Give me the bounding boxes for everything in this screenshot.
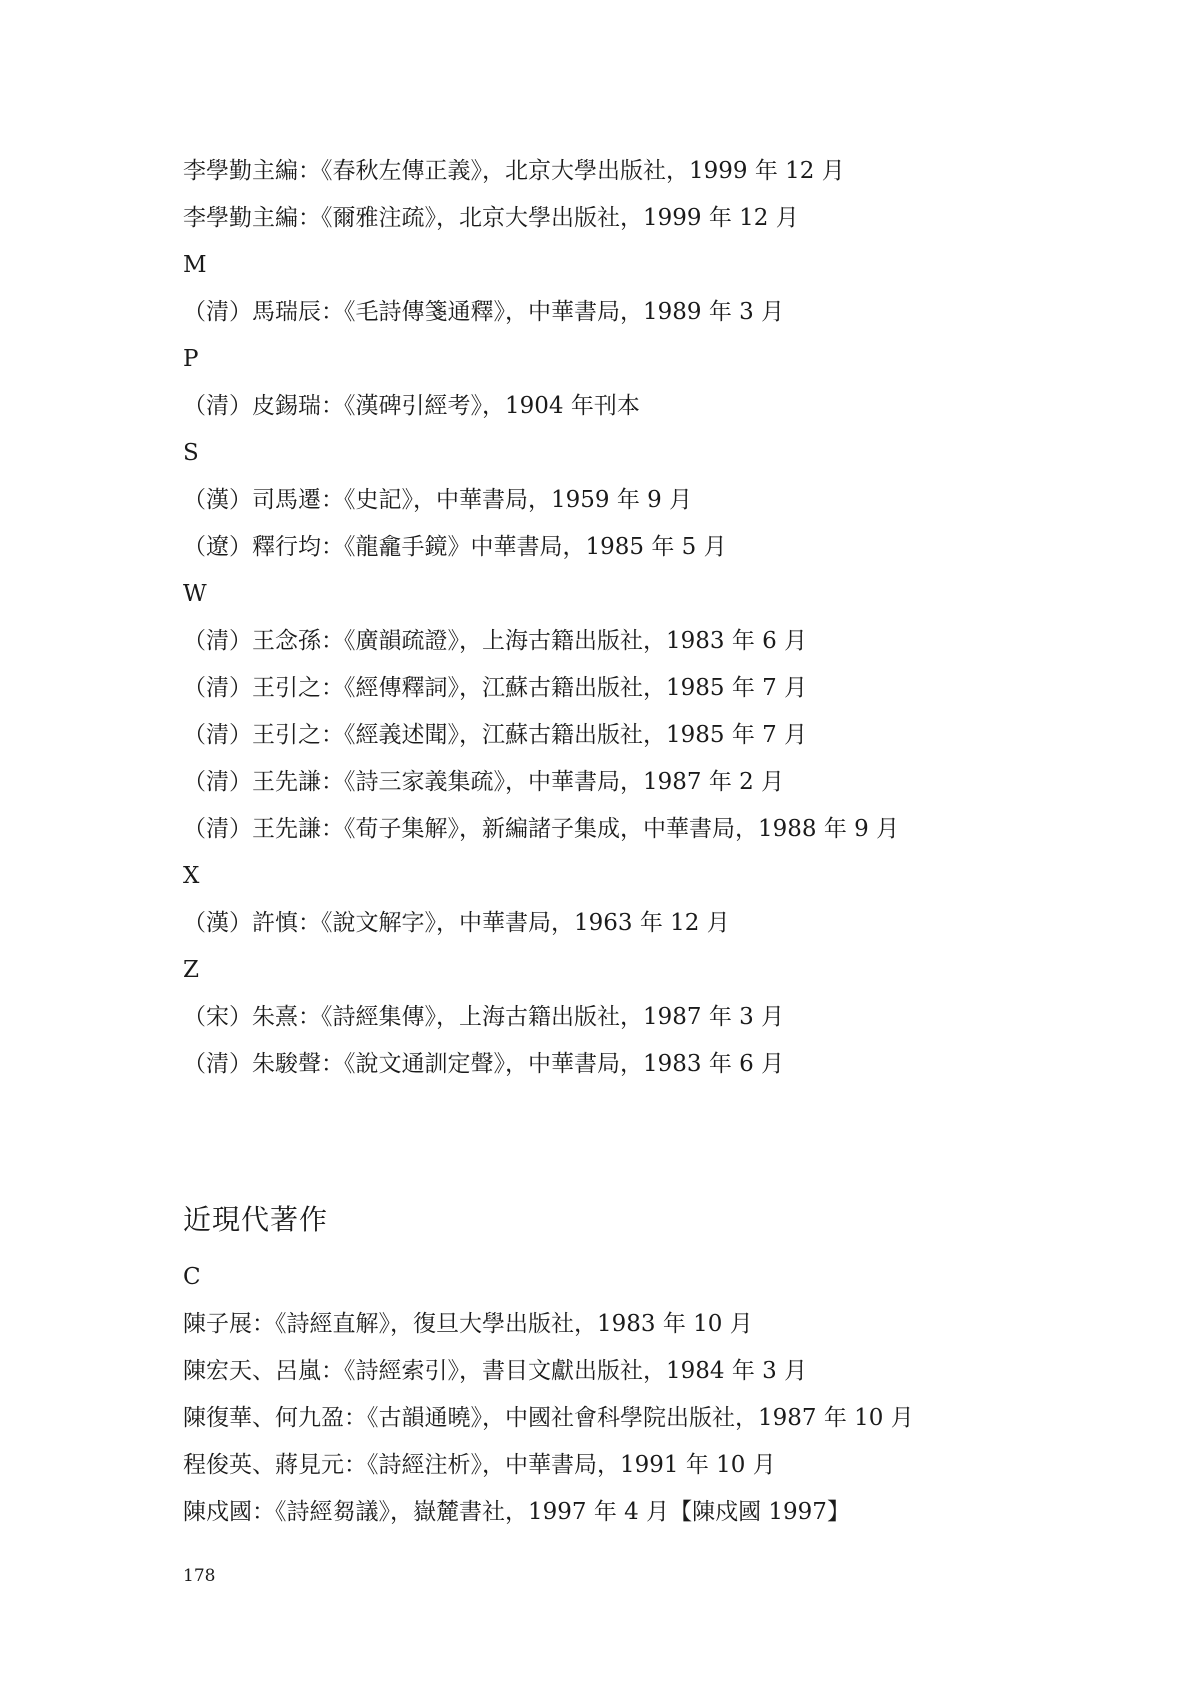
index-letter-w: W bbox=[183, 581, 207, 607]
bibliography-entry: （漢）司馬遷：《史記》，中華書局，1959 年 9 月 bbox=[183, 487, 693, 513]
bibliography-entry: 程俊英、蔣見元：《詩經注析》，中華書局，1991 年 10 月 bbox=[183, 1452, 776, 1478]
bibliography-entry: （清）皮錫瑞：《漢碑引經考》，1904 年刊本 bbox=[183, 393, 640, 419]
bibliography-entry: （清）王先謙：《詩三家義集疏》，中華書局，1987 年 2 月 bbox=[183, 769, 785, 795]
bibliography-entry: 陳子展：《詩經直解》，復旦大學出版社，1983 年 10 月 bbox=[183, 1311, 753, 1337]
index-letter-p: P bbox=[183, 346, 199, 372]
bibliography-entry: 李學勤主編：《爾雅注疏》，北京大學出版社，1999 年 12 月 bbox=[183, 205, 799, 231]
bibliography-page bbox=[183, 148, 1143, 1536]
page-number: 178 bbox=[183, 1566, 216, 1586]
bibliography-entry: （清）王先謙：《荀子集解》，新編諸子集成，中華書局，1988 年 9 月 bbox=[183, 816, 900, 842]
bibliography-entry: 李學勤主編：《春秋左傳正義》，北京大學出版社，1999 年 12 月 bbox=[183, 158, 845, 184]
index-letter-x: X bbox=[183, 863, 200, 889]
bibliography-entry: （清）馬瑞辰：《毛詩傳箋通釋》，中華書局，1989 年 3 月 bbox=[183, 299, 785, 325]
modern-works-section bbox=[183, 1190, 1143, 1536]
bibliography-entry: 陳宏天、呂嵐：《詩經索引》，書目文獻出版社，1984 年 3 月 bbox=[183, 1358, 808, 1384]
index-letter-c: C bbox=[183, 1264, 201, 1290]
bibliography-entry: （清）朱駿聲：《說文通訓定聲》，中華書局，1983 年 6 月 bbox=[183, 1051, 785, 1077]
section-heading: 近現代著作 bbox=[183, 1203, 329, 1236]
bibliography-entry: （遼）釋行均：《龍龕手鏡》中華書局，1985 年 5 月 bbox=[183, 534, 727, 560]
bibliography-entry: （清）王引之：《經傳釋詞》，江蘇古籍出版社，1985 年 7 月 bbox=[183, 675, 808, 701]
bibliography-entry: （宋）朱熹：《詩經集傳》，上海古籍出版社，1987 年 3 月 bbox=[183, 1004, 785, 1030]
bibliography-entry: （漢）許慎：《說文解字》，中華書局，1963 年 12 月 bbox=[183, 910, 730, 936]
bibliography-entry: 陳戍國：《詩經芻議》，嶽麓書社，1997 年 4 月【陳戍國 1997】 bbox=[183, 1499, 850, 1525]
index-letter-z: Z bbox=[183, 957, 199, 983]
bibliography-entry: 陳復華、何九盈：《古韻通曉》，中國社會科學院出版社，1987 年 10 月 bbox=[183, 1405, 914, 1431]
index-letter-m: M bbox=[183, 252, 207, 278]
bibliography-entry: （清）王念孫：《廣韻疏證》，上海古籍出版社，1983 年 6 月 bbox=[183, 628, 808, 654]
index-letter-s: S bbox=[183, 440, 199, 466]
section-spacer bbox=[183, 1088, 1143, 1190]
bibliography-entry: （清）王引之：《經義述聞》，江蘇古籍出版社，1985 年 7 月 bbox=[183, 722, 808, 748]
classical-works-list bbox=[183, 148, 1143, 1088]
